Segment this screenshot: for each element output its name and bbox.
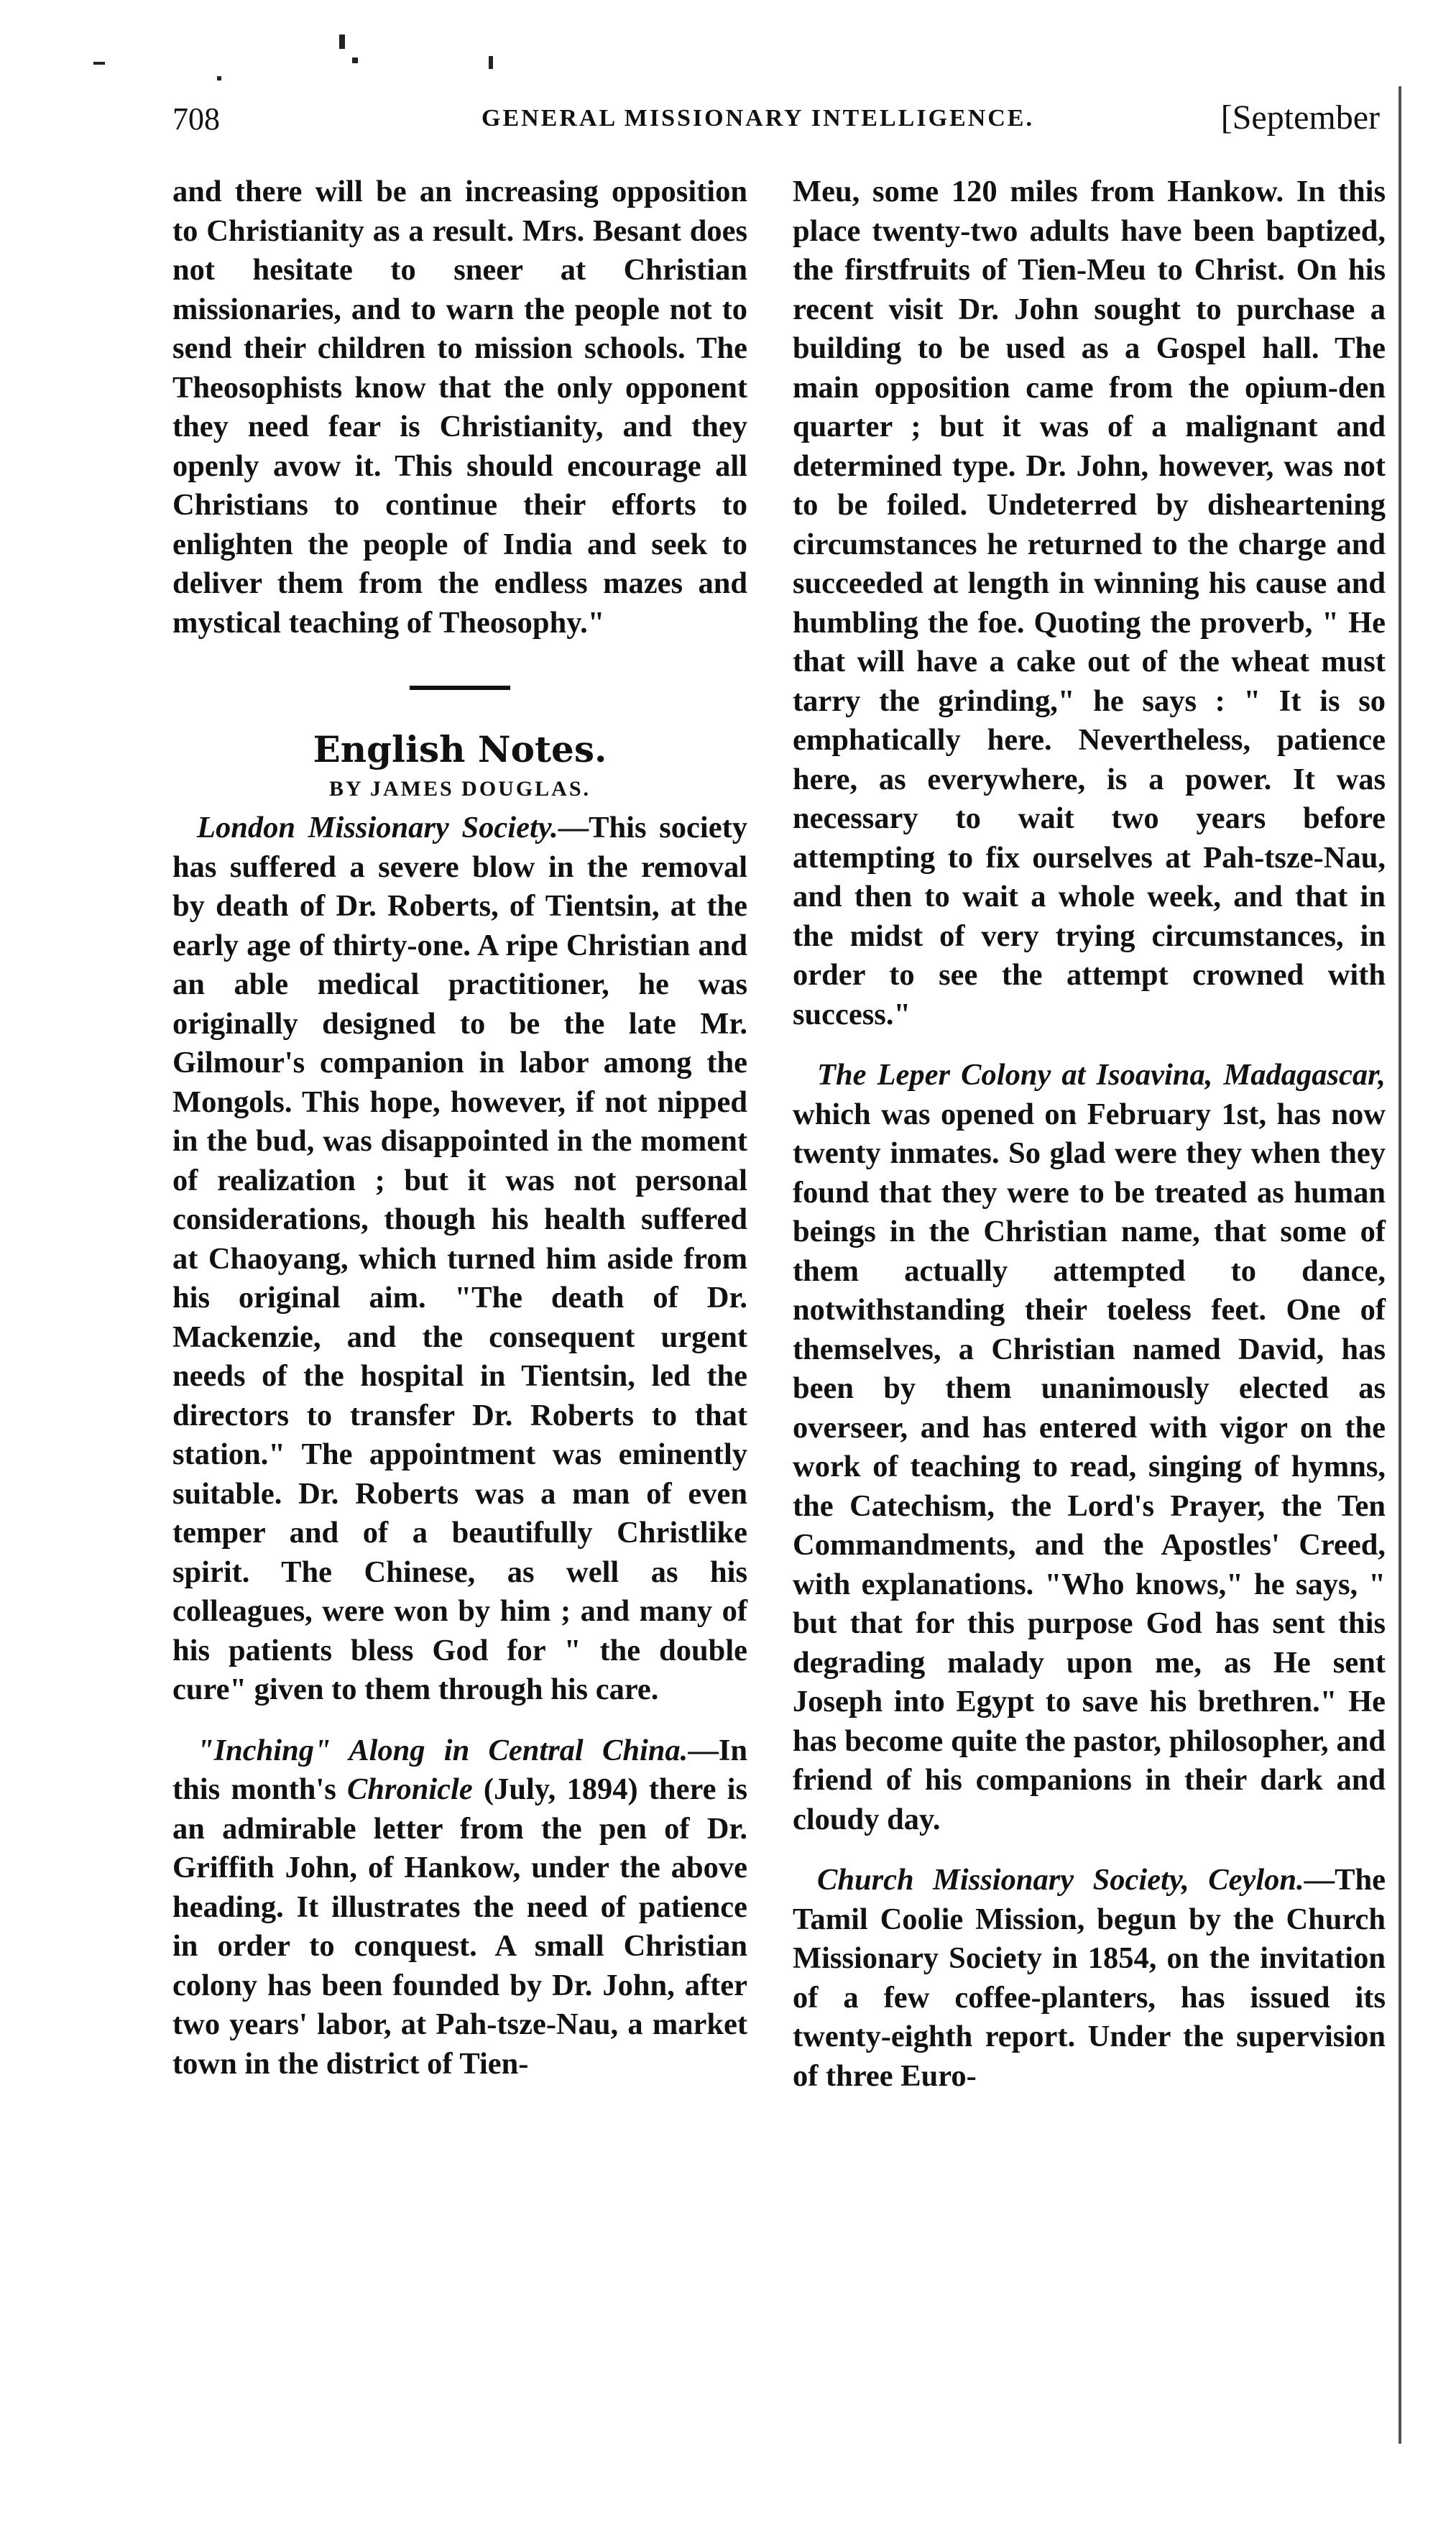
paragraph-gap [793, 1034, 1386, 1056]
london-missionary-paragraph [172, 809, 747, 1710]
london-text: —This society has suffered a severe blow in the removal by death of Dr. Roberts, of Tientsin, at the early age of thirty-one. A ripe Christian and an able medical practitioner, he was originally designed to be the late Mr. Gilmour's companion in labor among the Mongols. This hope, however, if not nipped in the bud, was disappointed in the moment of realization ; but it was not personal considerations, though his health suffered at Chaoyang, which turned him aside from his original aim. "The death of Dr. Mackenzie, and the consequent urgent needs of the hospital in Tientsin, led the directors to transfer Dr. Roberts to that station." The appointment was eminently suitable. Dr. Roberts was a man of even temper and of a beautifully Christlike spirit. The Chinese, as well as his colleagues, were won by him ; and many of his patients bless God for " the double cure" given to them through his care. [172, 811, 747, 1706]
scan-speck [93, 62, 105, 65]
london-heading: London Missionary Society. [197, 811, 558, 844]
leper-heading: The Leper Colony at Isoavina, Madagascar, [817, 1058, 1386, 1092]
page-header [172, 92, 1394, 149]
byline: BY JAMES DOUGLAS. [328, 776, 591, 801]
page-number: 708 [172, 101, 220, 137]
leper-text: which was opened on February 1st, has now twenty inmates. So glad were they when they found that they were to be treated as human beings in the Christian name, that some of them actually attempted to dance, notwithstanding their toeless feet. One of themselves, a Christian named David, has been by them unanimously elected as overseer, and has entered with vigor on the work of teaching to read, singing of hymns, the Catechism, the Lord's Prayer, the Ten Commandments, and the Apostles' Creed, with explanations. "Who knows," he says, " but that for this purpose God has sent this degrading malady upon me, as He sent Joseph into Egypt to save his brethren." He has become quite the pastor, philosopher, and friend of his companions in their dark and cloudy day. [793, 1097, 1386, 1836]
leper-colony-paragraph [793, 1056, 1386, 1839]
month-label: [September [1220, 98, 1380, 137]
cms-text: —The Tamil Coolie Mission, begun by the Church Missionary Society in 1854, on the invitation of a few coffee-planters, has issued its twenty-eighth report. Under the supervision of three Euro- [793, 1863, 1386, 2093]
scan-speck [217, 76, 221, 80]
paragraph-gap [172, 1710, 747, 1731]
cms-paragraph [793, 1861, 1386, 2096]
section-separator [410, 686, 510, 690]
chronicle-title: Chronicle [346, 1772, 473, 1806]
inching-paragraph [172, 1731, 747, 2084]
inching-heading: "Inching" Along in Central China. [197, 1733, 688, 1767]
continuation-paragraph: Meu, some 120 miles from Hankow. In this place twenty-two adults have been baptized, the firstfruits of Tien-Meu to Christ. On his recent visit Dr. John sought to purchase a building to be used as a Gospel hall. The main opposition came from the opium-den quarter ; but it was of a malignant and determined type. Dr. John, however, was not to be foiled. Undeterred by disheartening circumstances he returned to the charge and succeeded at length in winning his cause and humbling the foe. Quoting the proverb, " He that will have a cake out of the wheat must tarry the grinding," he says : " It is so emphatically here. Nevertheless, patience here, as everywhere, is a power. It was necessary to wait two years before attempting to fix ourselves at Pah-tsze-Nau, and then to wait a whole week, and that in the midst of very trying circumstances, in order to see the attempt crowned with success." [793, 175, 1386, 1031]
cms-heading: Church Missionary Society, Ceylon. [817, 1863, 1304, 1897]
section-title: English Notes. [313, 728, 607, 770]
right-column [793, 172, 1386, 2096]
scan-speck [352, 57, 358, 63]
paragraph-gap [793, 1839, 1386, 1861]
left-column [172, 172, 747, 2084]
page-edge-rule [1399, 86, 1401, 2444]
inching-text-cont: (July, 1894) there is an admirable letter from the pen of Dr. Griffith John, of Hankow, under the above heading. It illustrates the need of patience in order to conquest. A small Christian colony has been founded by Dr. John, after two years' labor, at Pah-tsze-Nau, a market town in the district of Tien- [172, 1772, 747, 2081]
running-title: GENERAL MISSIONARY INTELLIGENCE. [482, 105, 1034, 132]
scan-speck [489, 56, 493, 69]
inching-text: —In this month's [172, 1733, 747, 1806]
intro-paragraph: and there will be an increasing opposition to Christianity as a result. Mrs. Besant does not hesitate to sneer at Christian missionaries, and to warn the people not to send their children to mission schools. The Theosophists know that the only opponent they need fear is Christianity, and they openly avow it. This should encourage all Christians to continue their efforts to enlighten the people of India and seek to deliver them from the endless mazes and mystical teaching of Theosophy." [172, 175, 747, 640]
scan-speck [339, 34, 345, 49]
